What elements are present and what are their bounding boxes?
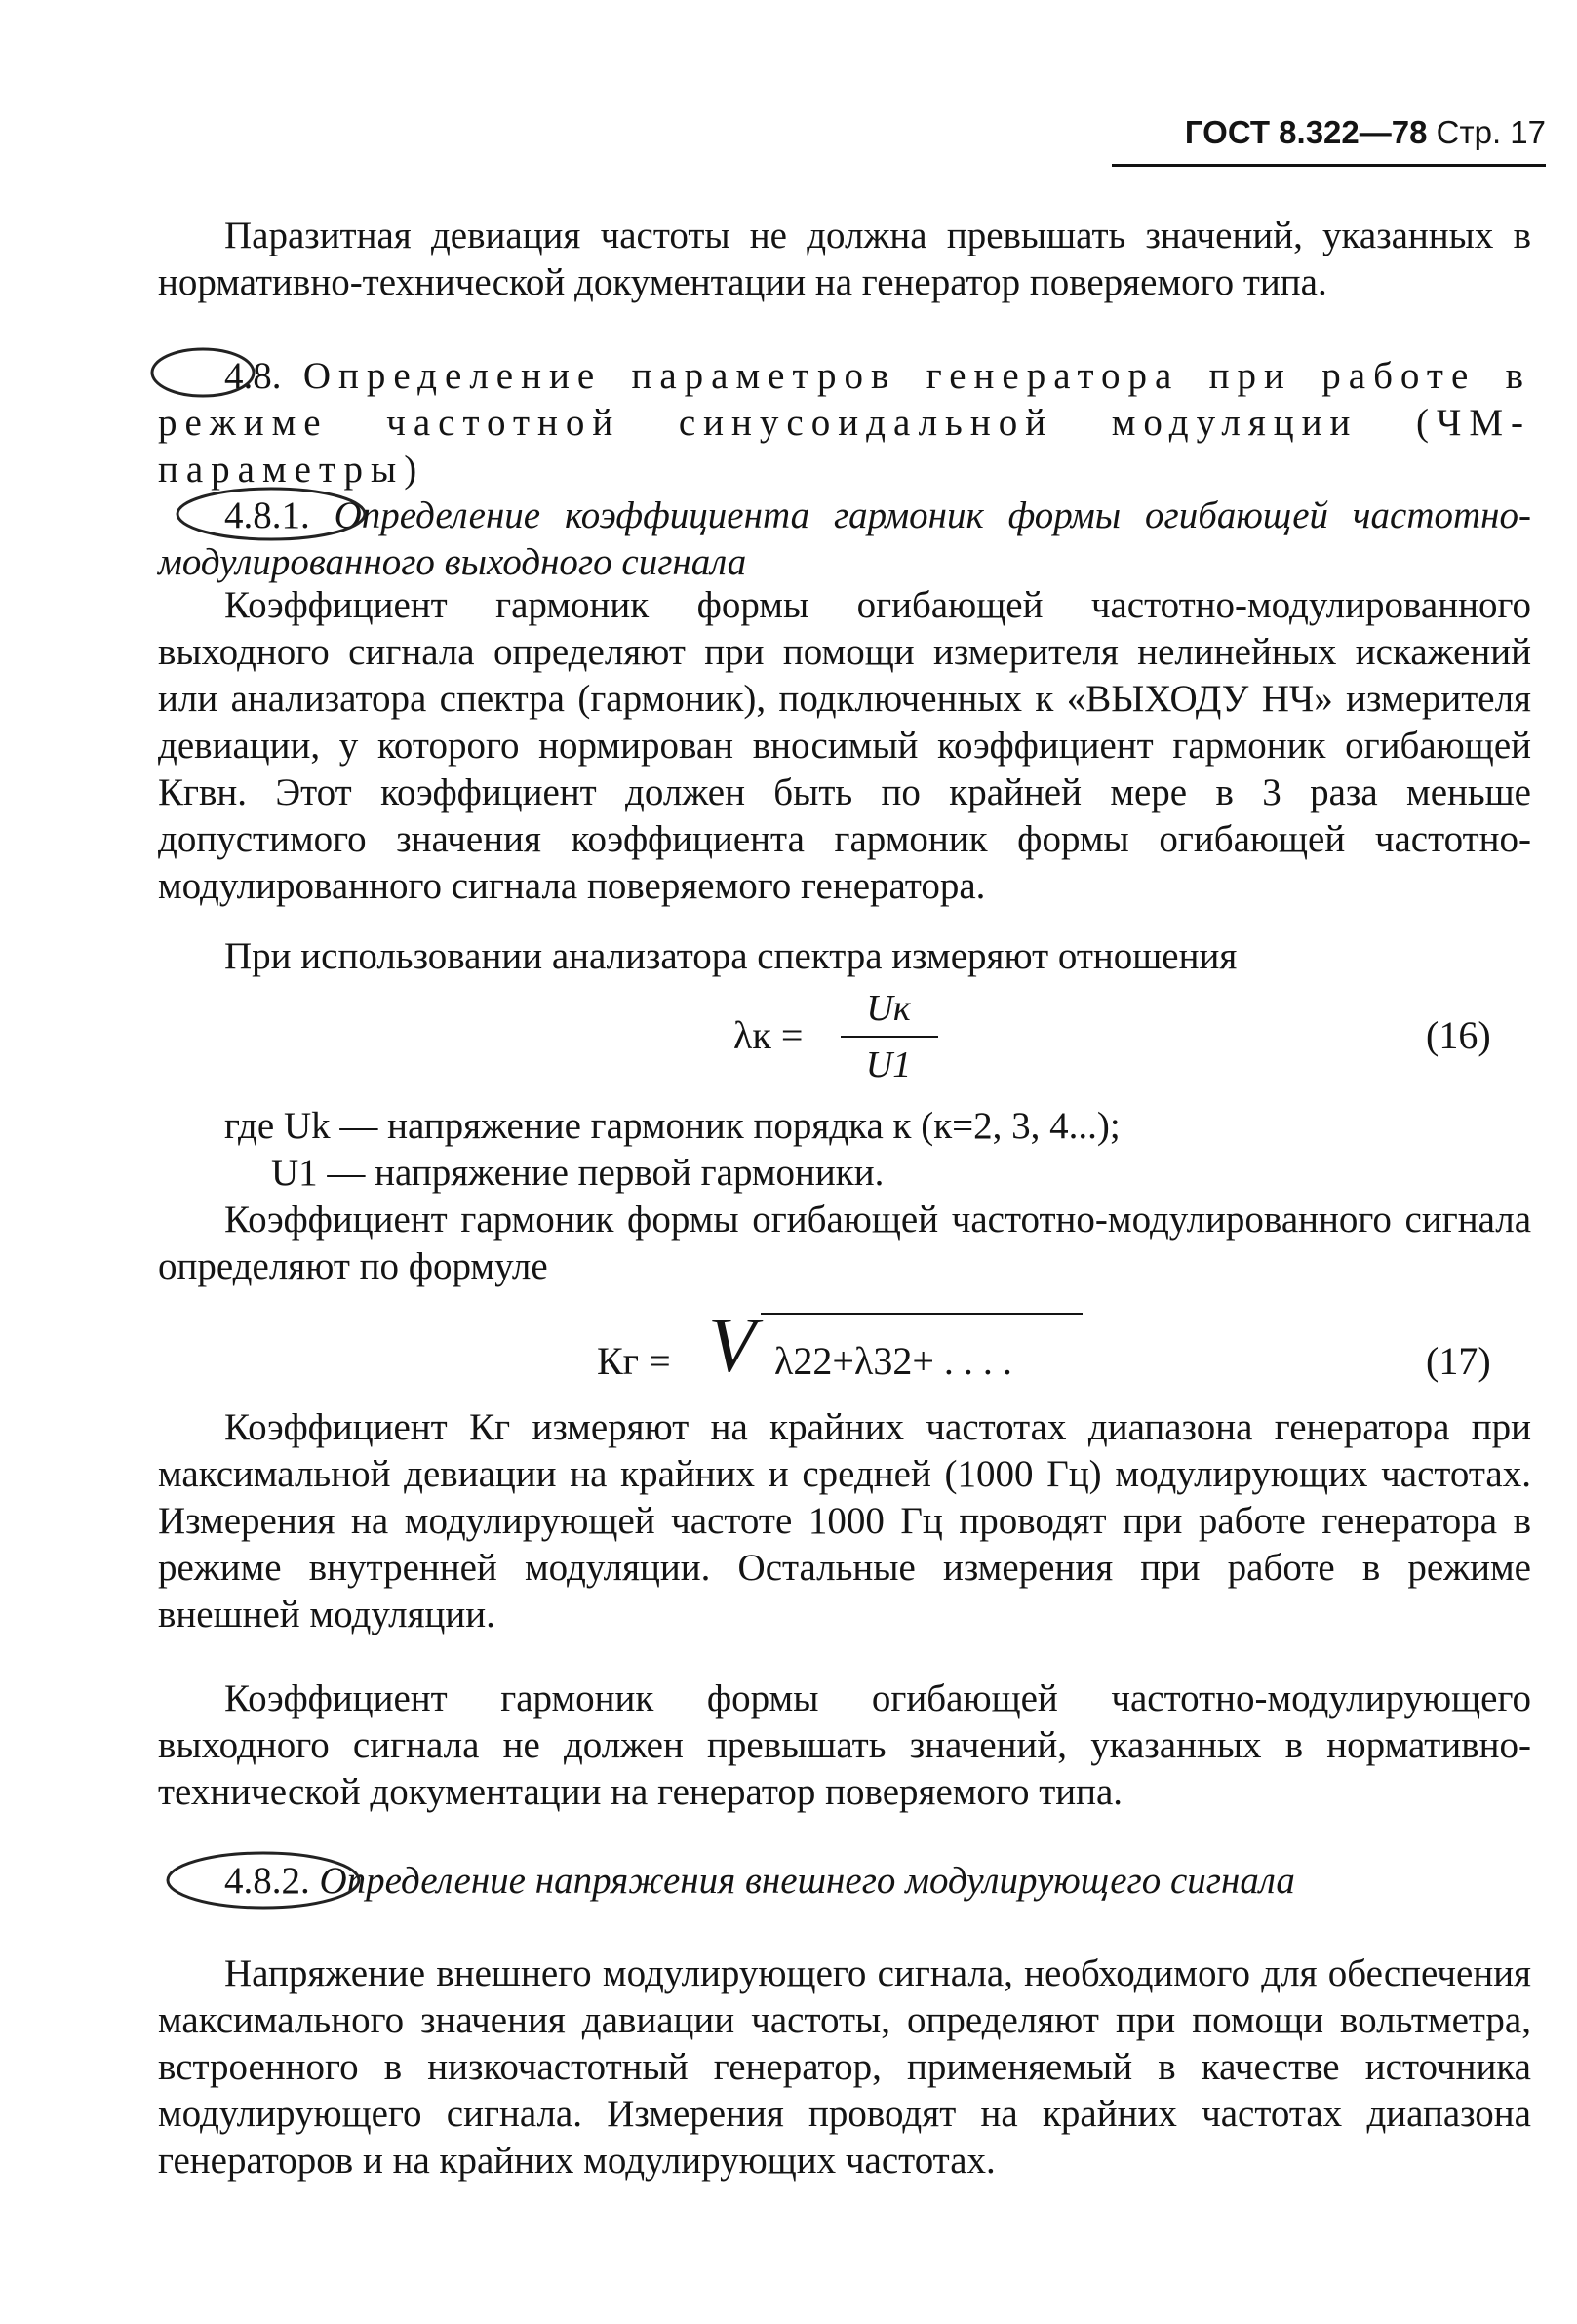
paragraph-measurement-conditions: Коэффициент Кг измеряют на крайних частотах диапазона генератора при максимальной девиации на крайних и средней (1000 Гц) модулирующих частотах. Измерения на модулирующей частоте 1000 Гц проводят при работе генератора в режиме внутренней модуляции. Остальные измерения при работе в режиме внешней модуляции. [158, 1406, 1531, 1635]
formula-17-lhs: Кг = [597, 1339, 671, 1383]
formula-17-radicand: λ22+λ32+ . . . . [774, 1339, 1012, 1383]
section-title: Определение коэффициента гармоник формы огибающей частотно-модулированного выходного сигнала [158, 494, 1531, 583]
formula-16-denominator: U1 [865, 1044, 912, 1085]
paragraph-parasitic-deviation: Паразитная девиация частоты не должна превышать значений, указанных в нормативно-технической документации на генератор поверяемого типа. [158, 215, 1531, 303]
header-rule [1112, 164, 1546, 167]
section-4-8-2-heading [158, 1858, 1531, 1905]
section-number: 4.8.2. [224, 1860, 310, 1902]
section-title: Определение напряжения внешнего модулирующего сигнала [319, 1860, 1295, 1902]
formula-16-numerator: Uк [866, 988, 911, 1029]
equation-number-16: (16) [1426, 1013, 1491, 1057]
paragraph-spectrum-analyzer: При использовании анализатора спектра измеряют отношения [224, 935, 1238, 977]
section-number: 4.8. [224, 355, 282, 397]
paragraph-formula-intro: Коэффициент гармоник формы огибающей частотно-модулированного сигнала определяют по формуле [158, 1199, 1531, 1287]
section-title: Определение параметров генератора при работе в режиме частотной синусоидальной модуляции (ЧМ-параметры) [158, 355, 1531, 491]
formula-16-lhs: λк = [733, 1013, 804, 1057]
where-line-2: U1 — напряжение первой гармоники. [271, 1152, 885, 1194]
section-4-8-1-heading [158, 492, 1531, 586]
paragraph-external-voltage: Напряжение внешнего модулирующего сигнала, необходимого для обеспечения максимального значения давиации частоты, определяют при помощи вольтметра, встроенного в низкочастотный генератор, применяемый в качестве источника модулирующего сигнала. Измерения проводят на крайних частотах диапазона генераторов и на крайних модулирующих частотах. [158, 1952, 1531, 2182]
fraction-bar [841, 1036, 938, 1038]
section-4-8-heading [158, 353, 1531, 493]
paragraph-coefficient-limit: Коэффициент гармоник формы огибающей частотно-модулирующего выходного сигнала не должен превышать значений, указанных в нормативно-технической документации на генератор поверяемого типа. [158, 1677, 1531, 1813]
where-line-1: где Uk — напряжение гармоник порядка к (к=2, 3, 4...); [224, 1105, 1121, 1147]
page-header [1102, 107, 1546, 158]
page-number: Стр. 17 [1436, 114, 1546, 150]
paragraph-harmonic-coefficient: Коэффициент гармоник формы огибающей частотно-модулированного выходного сигнала определяют при помощи измерителя нелинейных искажений или анализатора спектра (гармоник), подключенных к «ВЫХОДУ НЧ» измерителя девиации, у которого нормирован вносимый коэффициент гармоник огибающей Кгвн. Этот коэффициент должен быть по крайней мере в 3 раза меньше допустимого значения коэффициента гармоник формы огибающей частотно-модулированного сигнала поверяемого генератора. [158, 584, 1531, 907]
equation-number-17: (17) [1426, 1339, 1491, 1383]
section-number: 4.8.1. [224, 494, 310, 536]
sqrt-symbol: V [708, 1303, 756, 1389]
standard-number: ГОСТ 8.322—78 [1184, 114, 1428, 150]
sqrt-overline [761, 1313, 1083, 1315]
